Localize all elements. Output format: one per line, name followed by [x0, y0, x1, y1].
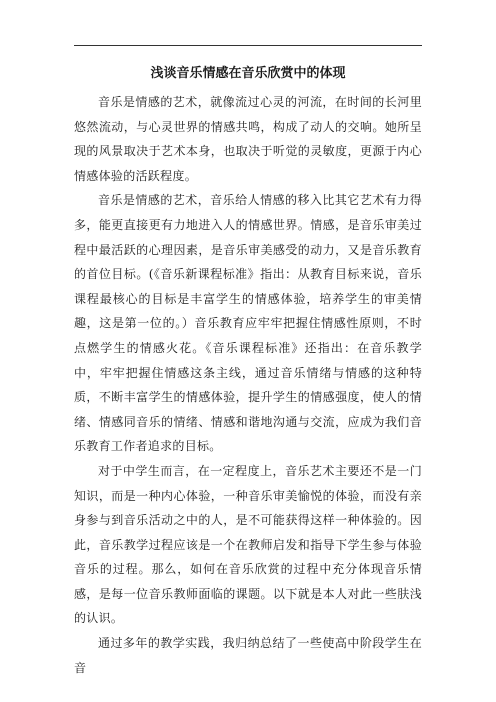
paragraph-1: 音乐是情感的艺术，就像流过心灵的河流，在时间的长河里悠然流动，与心灵世界的情感共鸣，构成了动人的交响。她所呈现的风景取决于艺术本身，也取决于听觉的灵敏度，更源于内心情感体验的活跃程度。 [74, 95, 422, 183]
paragraph-2: 音乐是情感的艺术，音乐给人情感的移入比其它艺术有力得多，能更直接更有力地进入人的情感世界。情感，是音乐审美过程中最活跃的心理因素，是音乐审美感受的动力，又是音乐教育的首位目标。(《音乐新课程标准》指出：从教育目标来说，音乐课程最核心的目标是丰富学生的情感体验，培养学生的审美情趣，这是第一位的。）音乐教育应牢牢把握住情感性原则，不时点燃学生的情感火花。《音乐课程标准》还指出：在音乐教学中，牢牢把握住情感这条主线，通过音乐情绪与情感的这种特质，不断丰富学生的情感体验，提升学生的情感强度，使人的情绪、情感同音乐的情绪、情感和谐地沟通与交流，应成为我们音乐教育工作者追求的目标。 [74, 193, 422, 454]
document-title: 浅谈音乐情感在音乐欣赏中的体现 [150, 66, 346, 81]
document-body [74, 90, 422, 680]
paragraph-4: 通过多年的教学实践，我归纳总结了一些使高中阶段学生在音 [74, 636, 422, 675]
header-rule [74, 45, 422, 46]
paragraph-3: 对于中学生而言，在一定程度上，音乐艺术主要还不是一门知识，而是一种内心体验，一种音乐审美愉悦的体验，而没有亲身参与到音乐活动之中的人，是不可能获得这样一种体验的。因此，音乐教学过程应该是一个在教师启发和指导下学生参与体验音乐的过程。那么，如何在音乐欣赏的过程中充分体现音乐情感，是每一位音乐教师面临的课题。以下就是本人对此一些肤浅的认识。 [74, 463, 422, 626]
